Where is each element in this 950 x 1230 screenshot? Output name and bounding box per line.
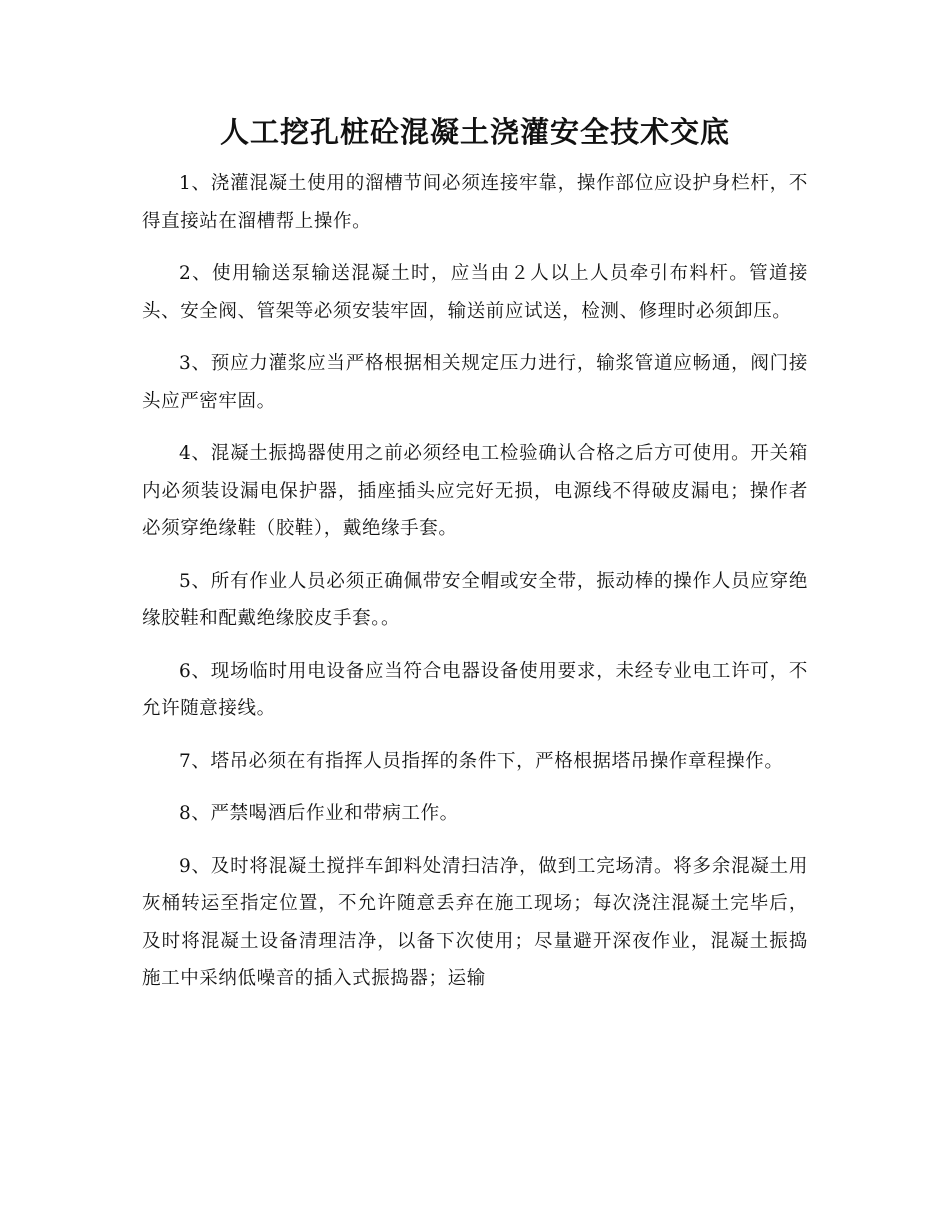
paragraph-5: 5、所有作业人员必须正确佩带安全帽或安全带，振动棒的操作人员应穿绝缘胶鞋和配戴绝缘胶皮手套。。 (142, 570, 808, 629)
paragraph-7: 7、塔吊必须在有指挥人员指挥的条件下，严格根据塔吊操作章程操作。 (179, 750, 784, 772)
paragraph-2: 2、使用输送泵输送混凝土时，应当由２人以上人员牵引布料杆。管道接头、安全阀、管架等必须安装牢固，输送前应试送，检测、修理时必须卸压。 (142, 263, 808, 322)
paragraph-6: 6、现场临时用电设备应当符合电器设备使用要求，未经专业电工许可，不允许随意接线。 (142, 660, 808, 719)
paragraph-1: 1、浇灌混凝土使用的溜槽节间必须连接牢靠，操作部位应设护身栏杆，不得直接站在溜槽帮上操作。 (142, 173, 808, 232)
paragraph-8: 8、严禁喝酒后作业和带病工作。 (179, 803, 459, 824)
document-title: 人工挖孔桩砼混凝土浇灌安全技术交底 (219, 115, 730, 149)
paragraph-9: 9、及时将混凝土搅拌车卸料处清扫洁净，做到工完场清。将多余混凝土用灰桶转运至指定位置，不允许随意丢弃在施工现场；每次浇注混凝土完毕后，及时将混凝土设备清理洁净，以备下次使用；尽量避开深夜作业，混凝土振捣施工中采纳低噪音的插入式振捣器；运输 (142, 855, 808, 989)
paragraph-4: 4、混凝土振捣器使用之前必须经电工检验确认合格之后方可使用。开关箱内必须装设漏电保护器，插座插头应完好无损，电源线不得破皮漏电；操作者必须穿绝缘鞋（胶鞋），戴绝缘手套。 (142, 443, 808, 539)
paragraph-3: 3、预应力灌浆应当严格根据相关规定压力进行，输浆管道应畅通，阀门接头应严密牢固。 (142, 353, 808, 412)
document-body (142, 165, 808, 1013)
